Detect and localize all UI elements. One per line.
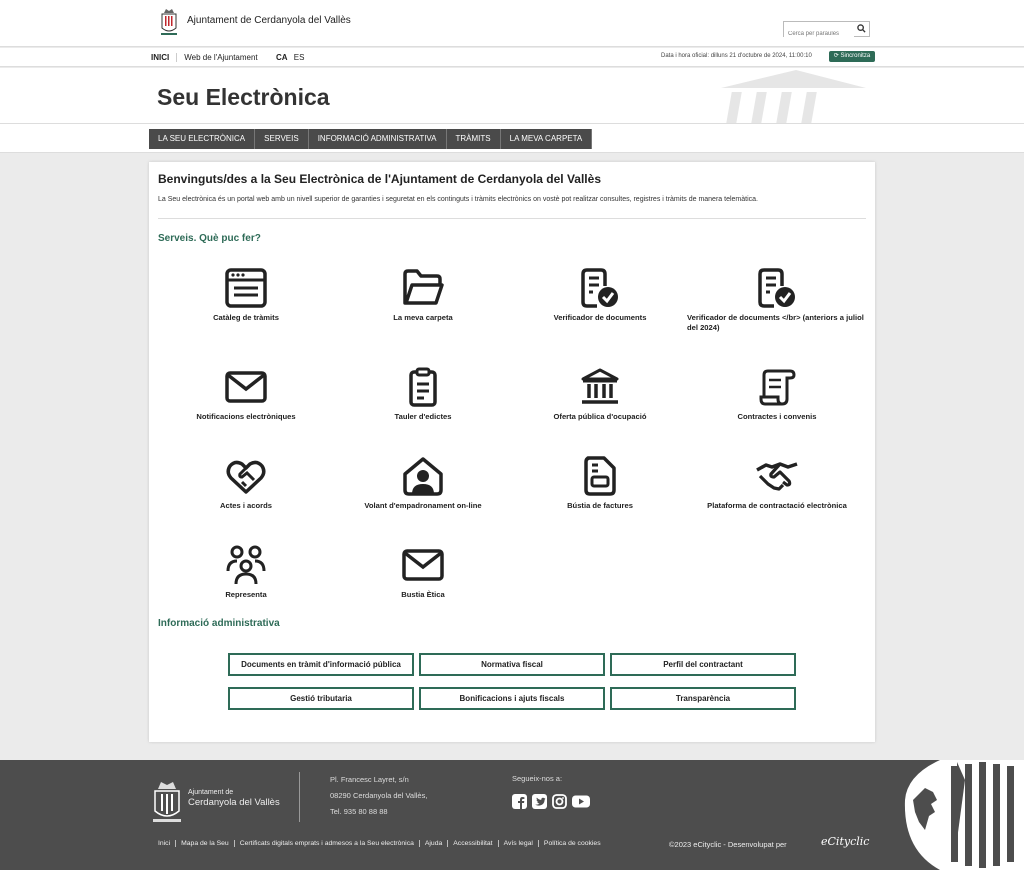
service-label: Verificador de documents <box>553 313 647 322</box>
main-navigation <box>0 124 1024 153</box>
admin-btn-transparency[interactable]: Transparència <box>610 687 796 710</box>
service-minutes[interactable] <box>156 456 336 511</box>
sync-icon: ⟳ <box>833 53 839 59</box>
official-datetime: Data i hora oficial: dilluns 21 d'octubre de 2024, 11:00:10 <box>661 53 812 59</box>
service-contracts[interactable] <box>687 367 867 422</box>
nav-city-web-link[interactable]: Web de l'Ajuntament <box>176 53 264 62</box>
content-card <box>149 162 875 742</box>
service-my-folder[interactable] <box>333 268 513 323</box>
search-input[interactable] <box>784 27 854 41</box>
service-doc-verifier[interactable] <box>510 268 690 323</box>
service-doc-verifier-old[interactable] <box>687 268 867 333</box>
catalog-icon <box>225 268 267 308</box>
service-label: Oferta pública d'ocupació <box>553 412 647 421</box>
menu-item-carpeta[interactable]: LA MEVA CARPETA <box>501 129 593 149</box>
service-label: Catàleg de tràmits <box>213 313 279 322</box>
service-label: Verificador de documents </br> (anteriors a juliol del 2024) <box>687 313 864 332</box>
service-label: La meva carpeta <box>393 313 453 322</box>
footer-logo-line2: Cerdanyola del Vallès <box>188 797 280 808</box>
page-title: Seu Electrònica <box>157 84 330 110</box>
footer-link-home[interactable]: Inici <box>158 840 171 847</box>
service-label: Notificacions electròniques <box>196 412 296 421</box>
admin-btn-tax-bonuses[interactable]: Bonificacions i ajuts fiscals <box>419 687 605 710</box>
service-label: Bústia de factures <box>567 501 633 510</box>
folder-icon <box>402 268 444 308</box>
site-footer <box>0 760 1024 870</box>
search-icon[interactable] <box>857 24 866 33</box>
sync-label: Sincronitza <box>840 53 871 59</box>
document-check-icon <box>579 268 621 308</box>
facebook-icon[interactable] <box>512 794 527 809</box>
service-ethics-mailbox[interactable] <box>333 545 513 600</box>
service-edicts[interactable] <box>333 367 513 422</box>
footer-city-seal-logo[interactable] <box>151 777 183 823</box>
service-label: Bustia Ètica <box>401 590 445 599</box>
scroll-icon <box>756 367 798 407</box>
utility-nav <box>151 53 265 62</box>
document-check-icon <box>756 268 798 308</box>
service-census[interactable] <box>333 456 513 511</box>
footer-link-help[interactable]: Ajuda <box>419 840 447 847</box>
admin-btn-public-docs[interactable]: Documents en tràmit d'informació pública <box>228 653 414 676</box>
top-header <box>0 0 1024 47</box>
admin-btn-contractor-profile[interactable]: Perfil del contractant <box>610 653 796 676</box>
main-menu <box>149 129 592 149</box>
service-label: Volant d'empadronament on-line <box>364 501 482 510</box>
service-label: Actes i acords <box>220 501 272 510</box>
instagram-icon[interactable] <box>552 794 567 809</box>
utility-bar <box>0 48 1024 67</box>
intro-text: La Seu electrònica és un portal web amb un nivell superior de garanties i seguretat en els continguts i tràmits electrònics on vostè pot realitzar consultes, registres i tràmits de manera telemàtica. <box>158 196 758 203</box>
menu-item-seu[interactable]: LA SEU ELECTRÒNICA <box>149 129 255 149</box>
service-invoices[interactable] <box>510 456 690 511</box>
service-label: Contractes i convenis <box>737 412 817 421</box>
invoice-icon <box>579 456 621 496</box>
phone-line[interactable]: Tel. 935 80 88 88 <box>330 807 388 816</box>
twitter-icon[interactable] <box>532 794 547 809</box>
sync-button[interactable] <box>829 51 875 62</box>
footer-link-sitemap[interactable]: Mapa de la Seu <box>175 840 234 847</box>
service-representation[interactable] <box>156 545 336 600</box>
menu-item-serveis[interactable]: SERVEIS <box>255 129 309 149</box>
ecityclic-logo[interactable]: eCityclic <box>821 835 870 848</box>
clipboard-icon <box>402 367 444 407</box>
service-label: Plataforma de contractació electrònica <box>707 501 847 510</box>
site-brand[interactable]: Ajuntament de Cerdanyola del Vallès <box>187 15 351 26</box>
service-label: Tauler d'edictes <box>394 412 452 421</box>
envelope-icon <box>402 545 444 585</box>
footer-link-certificates[interactable]: Certificats digitals emprats i admesos a la Seu electrònica <box>234 840 419 847</box>
follow-us-label: Segueix-nos a: <box>512 774 563 783</box>
service-job-offers[interactable] <box>510 367 690 422</box>
footer-divider <box>299 772 300 822</box>
city-seal-logo[interactable] <box>160 6 178 36</box>
service-label: Representa <box>225 590 267 599</box>
heart-handshake-icon <box>225 456 267 496</box>
social-links <box>512 794 590 809</box>
footer-credits: ©2023 eCityclic - Desenvolupat per <box>669 840 787 849</box>
building-icon <box>579 367 621 407</box>
footer-link-legal[interactable]: Avís legal <box>498 840 538 847</box>
menu-item-tramits[interactable]: TRÀMITS <box>447 129 501 149</box>
admin-btn-tax-regulations[interactable]: Normativa fiscal <box>419 653 605 676</box>
building-decoration-icon <box>716 68 876 124</box>
hero-banner <box>0 68 1024 124</box>
lang-ca[interactable]: CA <box>276 53 288 62</box>
service-e-procurement[interactable] <box>687 456 867 511</box>
city-coat-of-arms-decoration <box>885 760 1024 870</box>
address-line: 08290 Cerdanyola del Vallès, <box>330 791 428 800</box>
search-box[interactable] <box>783 21 870 37</box>
house-user-icon <box>402 456 444 496</box>
footer-link-accessibility[interactable]: Accessibilitat <box>447 840 497 847</box>
handshake-icon <box>756 456 798 496</box>
footer-links <box>158 840 606 847</box>
youtube-icon[interactable] <box>572 794 590 809</box>
welcome-heading: Benvinguts/des a la Seu Electrònica de l'Ajuntament de Cerdanyola del Vallès <box>158 172 601 186</box>
admin-btn-tax-management[interactable]: Gestió tributaria <box>228 687 414 710</box>
service-notifications[interactable] <box>156 367 336 422</box>
footer-logo-line1: Ajuntament de <box>188 789 234 796</box>
lang-es[interactable]: ES <box>293 53 305 62</box>
footer-link-cookies[interactable]: Política de cookies <box>538 840 606 847</box>
services-heading: Serveis. Què puc fer? <box>158 233 261 244</box>
address-line: Pl. Francesc Layret, s/n <box>330 775 409 784</box>
envelope-icon <box>225 367 267 407</box>
people-icon <box>225 545 267 585</box>
admin-info-heading: Informació administrativa <box>158 618 280 629</box>
service-catalog[interactable] <box>156 268 336 323</box>
footer-address <box>330 772 427 820</box>
language-switcher <box>276 53 304 62</box>
nav-home-link[interactable]: INICI <box>151 53 170 62</box>
divider <box>158 218 866 219</box>
menu-item-info-admin[interactable]: INFORMACIÓ ADMINISTRATIVA <box>309 129 447 149</box>
